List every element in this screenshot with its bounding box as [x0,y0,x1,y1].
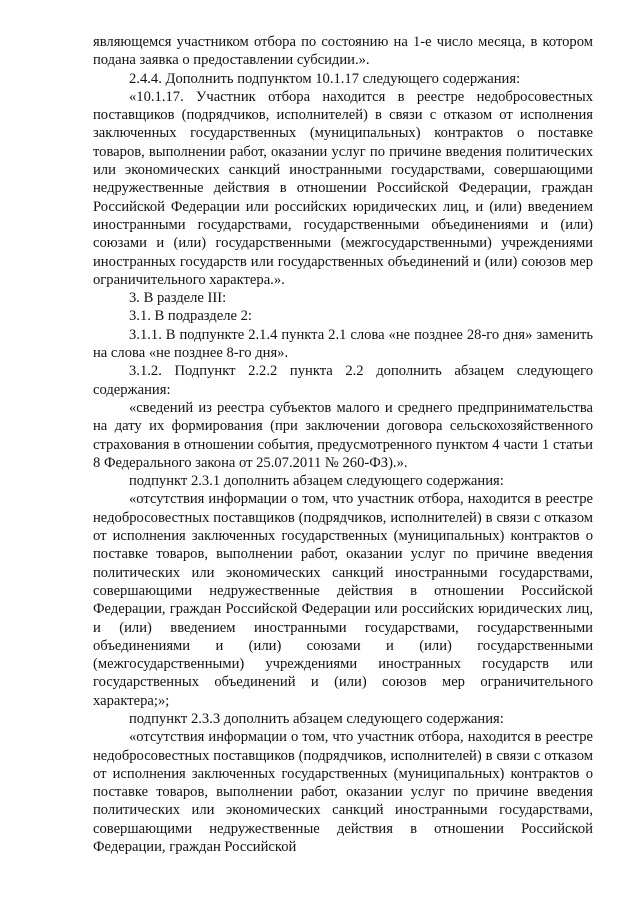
quote-2-3-3: «отсутствия информации о том, что участник отбора, находится в реестре недобросовестных поставщиков (подрядчиков, исполнителей) в связи с отказом от исполнения заключенных государственных (муниципальных) контрактов о поставке товаров, выполнении работ, оказании услуг по причине введения политических или экономических санкций иностранными государствами, совершающими недружественные действия в отношении Российской Федерации, граждан Российской [93,729,593,856]
quote-2-3-1: «отсутствия информации о том, что участник отбора, находится в реестре недобросовестных поставщиков (подрядчиков, исполнителей) в связи с отказом от исполнения заключенных государственных (муниципальных) контрактов о поставке товаров, выполнении работ, оказании услуг по причине введения политических или экономических санкций иностранными государствами, совершающими недружественные действия в отношении Российской Федерации, граждан Российской Федерации или российских юридических лиц, и (или) введением иностранными государствами, государственными объединениями и (или) союзами и (или) государственными (межгосударственными) учреждениями иностранных государств или государственных объединений и (или) союзов мер ограничительного характера;»; [93,491,593,709]
document-body [93,33,593,856]
subsection-3-1-heading: 3.1. В подразделе 2: [129,308,252,325]
paragraph-3-1-1: 3.1.1. В подпункте 2.1.4 пункта 2.1 слова «не позднее 28-го дня» заменить на слова «не позднее 8-го дня». [93,326,593,362]
paragraph-3-1-2: 3.1.2. Подпункт 2.2.2 пункта 2.2 дополнить абзацем следующего содержания: [93,363,593,398]
paragraph-2-4-4: 2.4.4. Дополнить подпунктом 10.1.17 следующего содержания: [129,70,521,87]
paragraph-continuation: являющемся участником отбора по состоянию на 1-е число месяца, в котором подана заявка о предоставлении субсидии.». [93,34,593,69]
quote-smb-registry: «сведений из реестра субъектов малого и среднего предпринимательства на дату их формирования (при заключении договора сельскохозяйственного страхования в отношении события, предусмотренного пунктом 4 части 1 статьи 8 Федерального закона от 25.07.2011 № 260-ФЗ).». [93,399,593,471]
section-3-heading: 3. В разделе III: [129,290,227,307]
paragraph-10-1-17: «10.1.17. Участник отбора находится в реестре недобросовестных поставщиков (подрядчиков, исполнителей) в связи с отказом от исполнения заключенных государственных (муниципальных) контрактов о поставке товаров, выполнении работ, оказании услуг по причине введения политических или экономических санкций иностранными государствами, совершающими недружественные действия в отношении Российской Федерации, граждан Российской Федерации или российских юридических лиц, и (или) введением иностранными государствами, государственными объединениями и (или) союзами и (или) государственными (межгосударственными) учреждениями иностранных государств или государственных объединений и (или) союзов мер ограничительного характера.». [93,88,593,288]
paragraph-2-3-3: подпункт 2.3.3 дополнить абзацем следующего содержания: [129,710,504,727]
paragraph-2-3-1: подпункт 2.3.1 дополнить абзацем следующего содержания: [129,473,504,490]
